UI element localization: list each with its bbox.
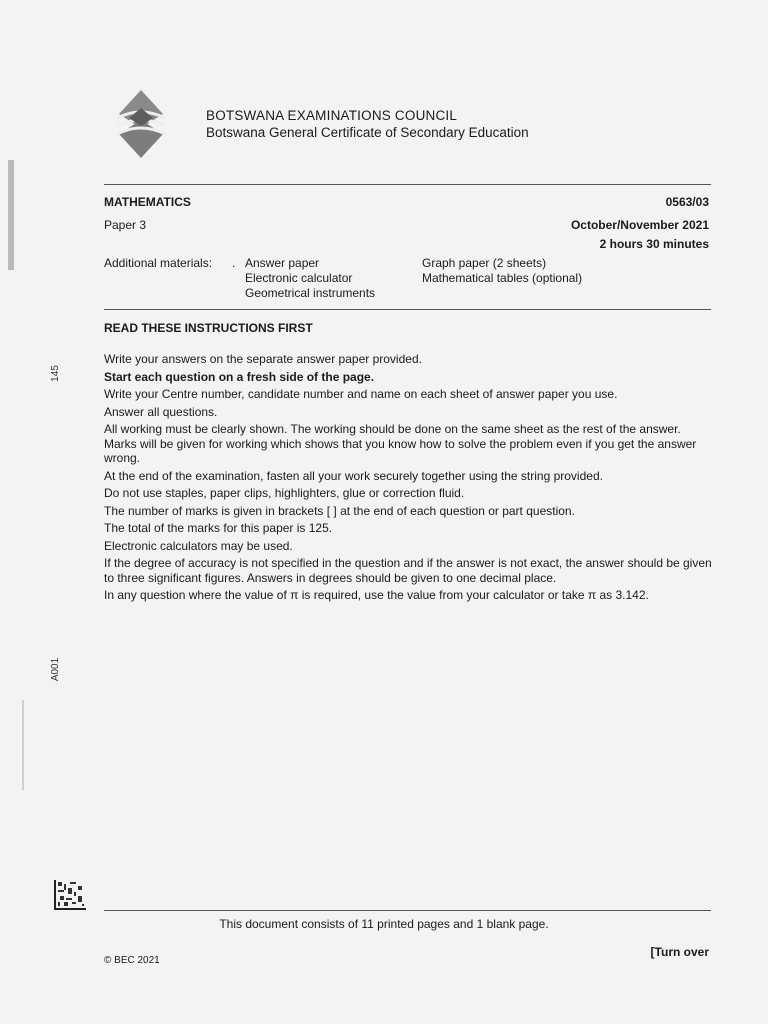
instructions-title: READ THESE INSTRUCTIONS FIRST: [104, 321, 313, 335]
materials-column-a: [245, 256, 375, 301]
divider: [104, 184, 711, 185]
datamatrix-code-icon: [54, 880, 86, 910]
materials-label: Additional materials:: [104, 256, 213, 270]
instruction-line: If the degree of accuracy is not specified in the question and if the answer is not exact, the answer should be given to three significant figures. Answers in degrees should be given to one decimal place.: [104, 556, 712, 585]
exam-duration: 2 hours 30 minutes: [599, 237, 709, 251]
divider: [104, 309, 711, 310]
instruction-line: Write your Centre number, candidate number and name on each sheet of answer paper you use.: [104, 387, 618, 401]
instruction-line: All working must be clearly shown. The working should be done on the same sheet as the rest of the answer. Marks will be given for working which shows that you know how to solve the problem even if you get the answer wrong.: [104, 422, 697, 465]
turn-over-note: [Turn over: [650, 945, 709, 959]
margin-code: A001: [50, 657, 62, 682]
divider: [104, 910, 711, 911]
instruction-line: The number of marks is given in brackets [ ] at the end of each question or part question.: [104, 503, 575, 518]
scan-edge-mark: [8, 160, 14, 270]
material-item: Mathematical tables (optional): [422, 271, 583, 285]
page-count-text: This document consists of 11 printed pages and 1 blank page.: [219, 917, 549, 931]
paper-number: Paper 3: [104, 218, 147, 232]
material-item: Electronic calculator: [245, 271, 353, 285]
scan-edge-mark: [22, 700, 24, 790]
materials-bullet: .: [232, 256, 236, 270]
certificate-name: Botswana General Certificate of Secondary Education: [206, 125, 529, 140]
material-item: Answer paper: [245, 256, 320, 270]
margin-code: 145: [49, 365, 61, 382]
org-name: BOTSWANA EXAMINATIONS COUNCIL: [206, 108, 458, 123]
materials-column-b: [422, 256, 582, 286]
bec-logo-icon: [113, 88, 169, 160]
material-item: Graph paper (2 sheets): [422, 256, 547, 270]
instruction-line: The total of the marks for this paper is 125.: [104, 521, 333, 535]
instruction-line: At the end of the examination, fasten all your work securely together using the string provided.: [104, 468, 603, 483]
page-count-note: [0, 917, 768, 931]
material-item: Geometrical instruments: [245, 286, 376, 300]
subject-title: MATHEMATICS: [104, 195, 191, 209]
instructions-list: [104, 352, 714, 606]
subject-code: 0563/03: [665, 195, 709, 209]
instruction-line: Electronic calculators may be used.: [104, 538, 293, 553]
instruction-line: Start each question on a fresh side of the page.: [104, 369, 375, 384]
exam-session: October/November 2021: [570, 218, 709, 232]
instruction-line: Answer all questions.: [104, 404, 218, 419]
instruction-line: Do not use staples, paper clips, highlighters, glue or correction fluid.: [104, 486, 465, 500]
instruction-line: In any question where the value of π is required, use the value from your calculator or take π as 3.142.: [104, 588, 649, 602]
instruction-line: Write your answers on the separate answer paper provided.: [104, 352, 422, 366]
copyright: © BEC 2021: [104, 955, 160, 966]
